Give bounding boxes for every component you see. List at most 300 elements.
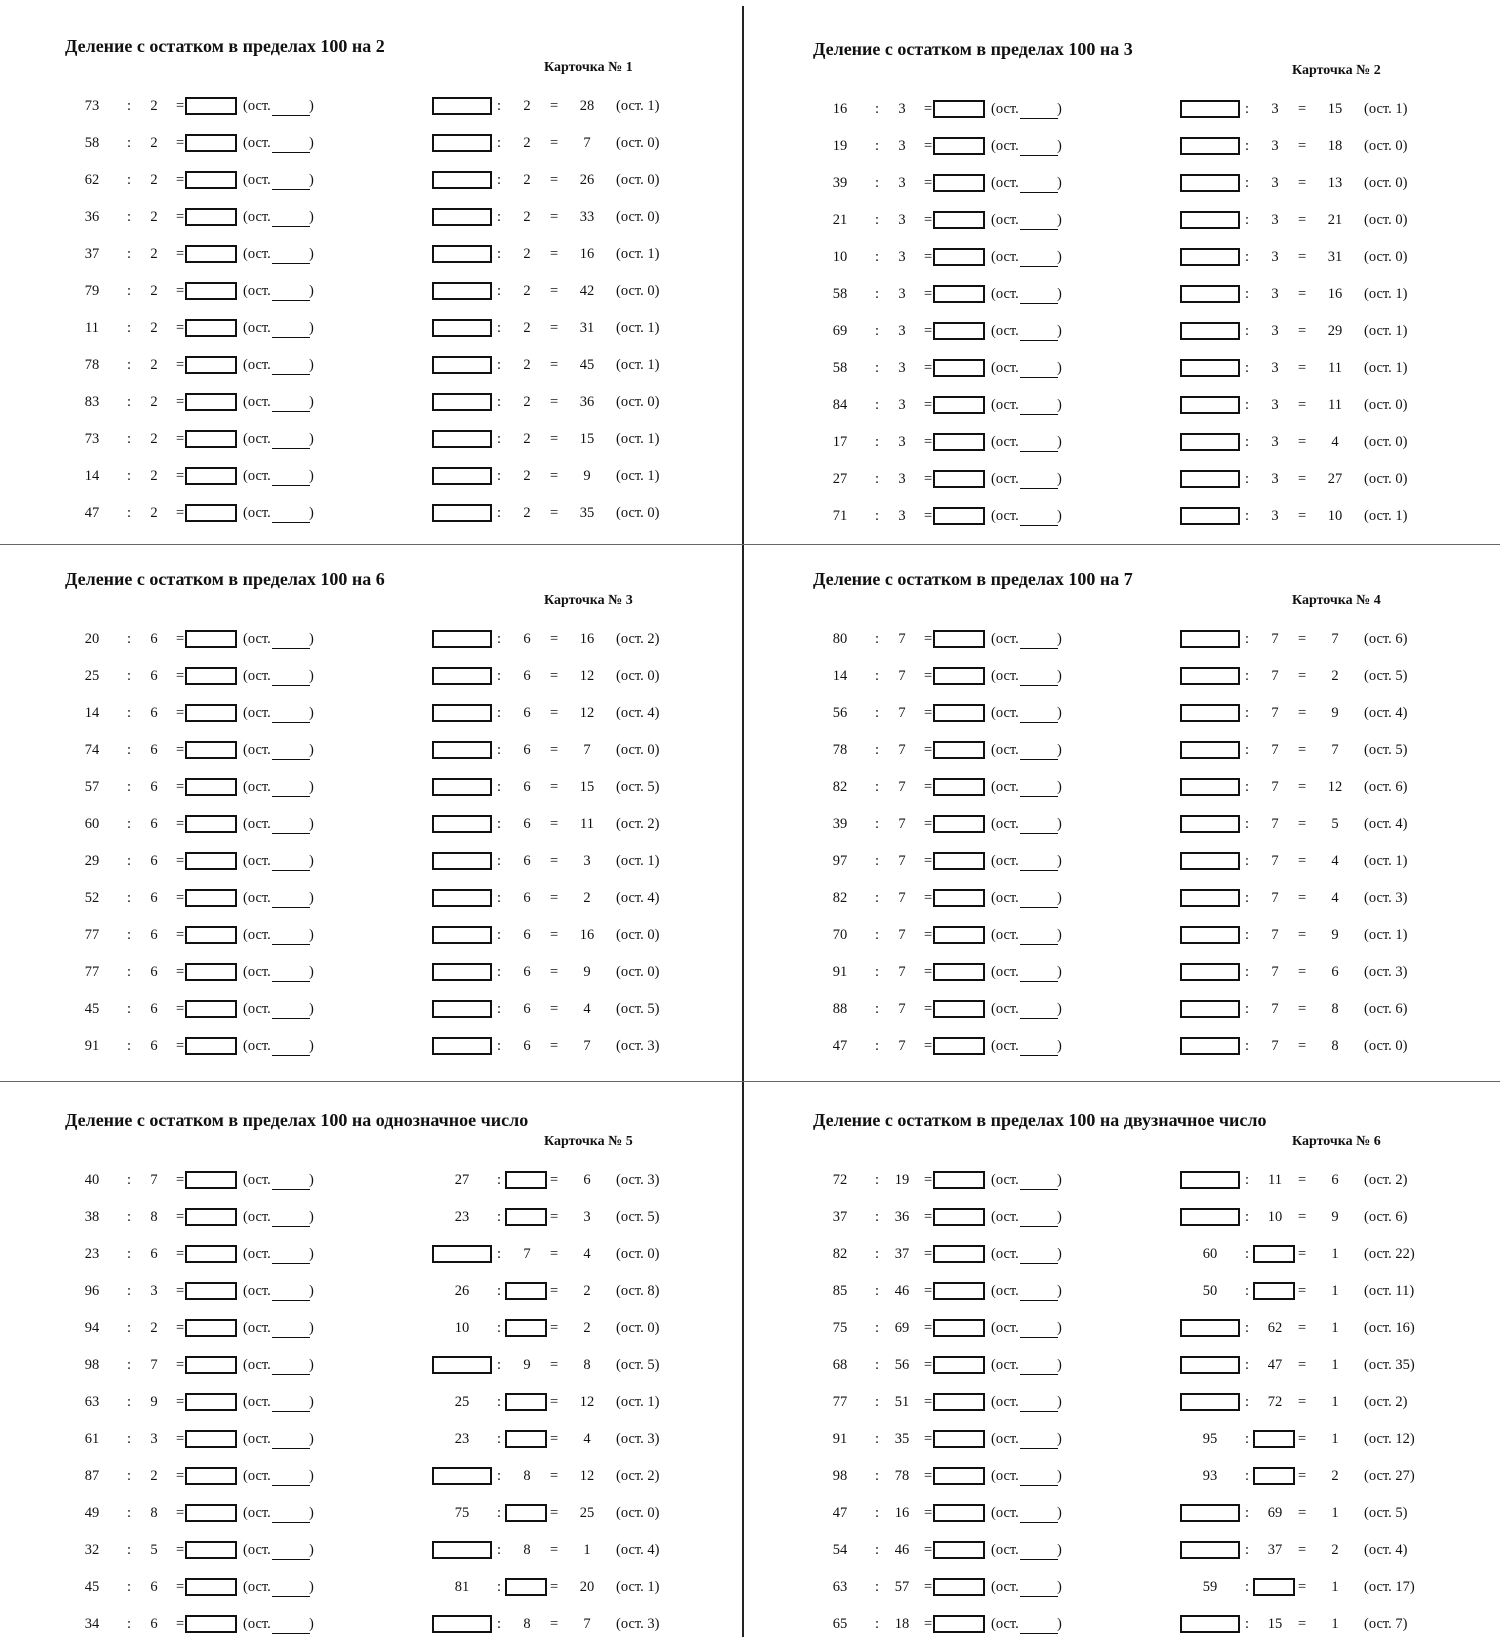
quotient-answer-box[interactable] [185, 1504, 237, 1522]
dividend-answer-box[interactable] [432, 778, 492, 796]
equals-sign: = [1298, 175, 1307, 191]
remainder-blank: (ост. [243, 431, 271, 447]
dividend-answer-box[interactable] [1180, 359, 1240, 377]
remainder-answer-field[interactable] [1020, 1542, 1058, 1560]
remainder-answer-field[interactable] [1020, 1505, 1058, 1523]
dividend-answer-box[interactable] [432, 704, 492, 722]
dividend-answer-box[interactable] [432, 1037, 492, 1055]
divisor-answer-box[interactable] [505, 1578, 547, 1596]
equals-sign: = [176, 1542, 185, 1558]
dividend-answer-box[interactable] [1180, 1541, 1240, 1559]
dividend-answer-box[interactable] [432, 282, 492, 300]
divisor-answer-box[interactable] [1253, 1245, 1295, 1263]
quotient-answer-box[interactable] [933, 667, 985, 685]
dividend-answer-box[interactable] [432, 356, 492, 374]
quotient: 8 [583, 1357, 591, 1373]
divisor: 3 [898, 360, 906, 376]
remainder-answer-field[interactable] [272, 927, 310, 945]
remainder-answer-field[interactable] [1020, 1357, 1058, 1375]
remainder-blank: (ост. [991, 779, 1019, 795]
quotient-answer-box[interactable] [933, 1245, 985, 1263]
remainder-answer-field[interactable] [272, 98, 310, 116]
exercise-row [748, 1501, 1490, 1525]
divisor: 3 [1271, 175, 1279, 191]
dividend-answer-box[interactable] [432, 630, 492, 648]
quotient-answer-box[interactable] [933, 815, 985, 833]
remainder-answer-field[interactable] [1020, 1320, 1058, 1338]
quotient-answer-box[interactable] [933, 507, 985, 525]
quotient-answer-box[interactable] [933, 174, 985, 192]
quotient-answer-box[interactable] [933, 1208, 985, 1226]
divisor: 7 [1271, 890, 1279, 906]
remainder: (ост. 0) [616, 505, 660, 521]
remainder-answer-field[interactable] [272, 357, 310, 375]
dividend-answer-box[interactable] [1180, 174, 1240, 192]
remainder-answer-field[interactable] [272, 172, 310, 190]
quotient-answer-box[interactable] [933, 1282, 985, 1300]
dividend-answer-box[interactable] [432, 430, 492, 448]
quotient-answer-box[interactable] [933, 1037, 985, 1055]
dividend-answer-box[interactable] [1180, 667, 1240, 685]
remainder-answer-field[interactable] [272, 1038, 310, 1056]
equals-sign: = [1298, 1283, 1307, 1299]
divisor: 9 [150, 1394, 158, 1410]
dividend: 77 [84, 927, 100, 943]
remainder-answer-field[interactable] [272, 320, 310, 338]
remainder-answer-field[interactable] [272, 1394, 310, 1412]
quotient-answer-box[interactable] [185, 319, 237, 337]
quotient-answer-box[interactable] [185, 393, 237, 411]
quotient-answer-box[interactable] [933, 248, 985, 266]
colon-sign: : [875, 434, 880, 450]
remainder-answer-field[interactable] [1020, 101, 1058, 119]
remainder: (ост. 1) [616, 1579, 660, 1595]
quotient-answer-box[interactable] [933, 1504, 985, 1522]
divisor: 3 [898, 323, 906, 339]
quotient-answer-box[interactable] [185, 926, 237, 944]
remainder-answer-field[interactable] [1020, 816, 1058, 834]
colon-sign: : [497, 631, 502, 647]
divisor-answer-box[interactable] [505, 1504, 547, 1522]
divisor-answer-box[interactable] [505, 1282, 547, 1300]
dividend-answer-box[interactable] [432, 1000, 492, 1018]
quotient-answer-box[interactable] [185, 1208, 237, 1226]
quotient-answer-box[interactable] [933, 741, 985, 759]
equals-sign: = [176, 705, 185, 721]
quotient-answer-box[interactable] [185, 1430, 237, 1448]
quotient-answer-box[interactable] [185, 134, 237, 152]
dividend: 17 [832, 434, 848, 450]
equals-sign: = [924, 890, 933, 906]
quotient-answer-box[interactable] [933, 322, 985, 340]
dividend-answer-box[interactable] [1180, 1319, 1240, 1337]
dividend-answer-box[interactable] [1180, 285, 1240, 303]
quotient-answer-box[interactable] [933, 470, 985, 488]
quotient-answer-box[interactable] [185, 97, 237, 115]
quotient-answer-box[interactable] [185, 852, 237, 870]
quotient-answer-box[interactable] [185, 667, 237, 685]
remainder-answer-field[interactable] [272, 631, 310, 649]
quotient-answer-box[interactable] [933, 1171, 985, 1189]
dividend-answer-box[interactable] [432, 926, 492, 944]
quotient-answer-box[interactable] [185, 1393, 237, 1411]
dividend-answer-box[interactable] [432, 134, 492, 152]
colon-sign: : [127, 283, 132, 299]
remainder-answer-field[interactable] [272, 1357, 310, 1375]
quotient-answer-box[interactable] [185, 704, 237, 722]
dividend-answer-box[interactable] [432, 1615, 492, 1633]
colon-sign: : [875, 1542, 880, 1558]
colon-sign: : [1245, 1038, 1250, 1054]
quotient-answer-box[interactable] [933, 778, 985, 796]
quotient-answer-box[interactable] [933, 852, 985, 870]
dividend-answer-box[interactable] [1180, 507, 1240, 525]
remainder-blank: (ост. [243, 1579, 271, 1595]
quotient-answer-box[interactable] [933, 1393, 985, 1411]
divisor-answer-box[interactable] [1253, 1467, 1295, 1485]
divisor: 7 [1271, 1001, 1279, 1017]
quotient-answer-box[interactable] [933, 630, 985, 648]
dividend-answer-box[interactable] [432, 319, 492, 337]
remainder-answer-field[interactable] [1020, 964, 1058, 982]
divisor-answer-box[interactable] [1253, 1282, 1295, 1300]
remainder-blank: (ост. [991, 1468, 1019, 1484]
dividend-answer-box[interactable] [1180, 741, 1240, 759]
quotient-answer-box[interactable] [185, 963, 237, 981]
quotient-answer-box[interactable] [185, 1467, 237, 1485]
dividend-answer-box[interactable] [1180, 1208, 1240, 1226]
dividend-answer-box[interactable] [1180, 470, 1240, 488]
divisor-answer-box[interactable] [505, 1393, 547, 1411]
divisor-answer-box[interactable] [1253, 1430, 1295, 1448]
quotient: 29 [1327, 323, 1343, 339]
closing-paren: ) [309, 1505, 314, 1521]
dividend-answer-box[interactable] [1180, 889, 1240, 907]
dividend-answer-box[interactable] [1180, 815, 1240, 833]
quotient-answer-box[interactable] [933, 1541, 985, 1559]
dividend-answer-box[interactable] [1180, 704, 1240, 722]
remainder-answer-field[interactable] [1020, 890, 1058, 908]
equals-sign: = [176, 1579, 185, 1595]
exercise-row [0, 849, 742, 873]
equals-sign: = [924, 1320, 933, 1336]
remainder-answer-field[interactable] [1020, 212, 1058, 230]
closing-paren: ) [309, 853, 314, 869]
remainder-answer-field[interactable] [272, 1505, 310, 1523]
divisor: 3 [1271, 212, 1279, 228]
quotient-answer-box[interactable] [933, 963, 985, 981]
dividend: 68 [832, 1357, 848, 1373]
divisor-answer-box[interactable] [505, 1430, 547, 1448]
quotient-answer-box[interactable] [185, 778, 237, 796]
remainder-answer-field[interactable] [272, 1542, 310, 1560]
dividend-answer-box[interactable] [1180, 630, 1240, 648]
remainder-answer-field[interactable] [1020, 1431, 1058, 1449]
remainder-answer-field[interactable] [1020, 742, 1058, 760]
dividend-answer-box[interactable] [432, 741, 492, 759]
equals-sign: = [550, 705, 559, 721]
dividend-answer-box[interactable] [432, 963, 492, 981]
dividend-answer-box[interactable] [432, 393, 492, 411]
quotient-answer-box[interactable] [185, 282, 237, 300]
remainder-answer-field[interactable] [1020, 705, 1058, 723]
quotient-answer-box[interactable] [185, 208, 237, 226]
equals-sign: = [924, 1357, 933, 1373]
quotient-answer-box[interactable] [185, 504, 237, 522]
quotient-answer-box[interactable] [185, 1578, 237, 1596]
remainder-answer-field[interactable] [1020, 508, 1058, 526]
colon-sign: : [875, 1394, 880, 1410]
remainder-answer-field[interactable] [272, 742, 310, 760]
colon-sign: : [127, 705, 132, 721]
divisor-answer-box[interactable] [505, 1171, 547, 1189]
dividend: 10 [454, 1320, 470, 1336]
remainder-answer-field[interactable] [1020, 631, 1058, 649]
dividend-answer-box[interactable] [432, 1356, 492, 1374]
dividend-answer-box[interactable] [1180, 1393, 1240, 1411]
dividend-answer-box[interactable] [1180, 396, 1240, 414]
quotient-answer-box[interactable] [185, 1319, 237, 1337]
remainder-answer-field[interactable] [1020, 434, 1058, 452]
dividend-answer-box[interactable] [432, 208, 492, 226]
quotient-answer-box[interactable] [933, 137, 985, 155]
colon-sign: : [127, 1579, 132, 1595]
closing-paren: ) [309, 1542, 314, 1558]
equals-sign: = [176, 1394, 185, 1410]
quotient-answer-box[interactable] [933, 1356, 985, 1374]
dividend: 37 [84, 246, 100, 262]
equals-sign: = [176, 1209, 185, 1225]
quotient-answer-box[interactable] [185, 1245, 237, 1263]
equals-sign: = [1298, 779, 1307, 795]
divisor-answer-box[interactable] [1253, 1578, 1295, 1596]
quotient-answer-box[interactable] [185, 889, 237, 907]
remainder-answer-field[interactable] [272, 505, 310, 523]
remainder: (ост. 11) [1364, 1283, 1415, 1299]
remainder-blank: (ост. [991, 1542, 1019, 1558]
quotient-answer-box[interactable] [185, 1171, 237, 1189]
remainder-answer-field[interactable] [1020, 397, 1058, 415]
quotient-answer-box[interactable] [933, 359, 985, 377]
exercise-row [0, 94, 742, 118]
dividend: 45 [84, 1579, 100, 1595]
remainder-answer-field[interactable] [1020, 175, 1058, 193]
remainder-answer-field[interactable] [1020, 1579, 1058, 1597]
dividend-answer-box[interactable] [1180, 433, 1240, 451]
remainder-answer-field[interactable] [1020, 1038, 1058, 1056]
quotient-answer-box[interactable] [933, 1000, 985, 1018]
dividend-answer-box[interactable] [1180, 1504, 1240, 1522]
quotient-answer-box[interactable] [185, 1000, 237, 1018]
remainder-answer-field[interactable] [272, 468, 310, 486]
remainder-answer-field[interactable] [1020, 138, 1058, 156]
dividend-answer-box[interactable] [1180, 137, 1240, 155]
quotient-answer-box[interactable] [933, 889, 985, 907]
quotient-answer-box[interactable] [185, 1541, 237, 1559]
colon-sign: : [127, 320, 132, 336]
remainder-answer-field[interactable] [1020, 1001, 1058, 1019]
remainder-answer-field[interactable] [272, 283, 310, 301]
equals-sign: = [550, 890, 559, 906]
dividend-answer-box[interactable] [1180, 211, 1240, 229]
dividend-answer-box[interactable] [432, 889, 492, 907]
remainder-answer-field[interactable] [272, 431, 310, 449]
quotient-answer-box[interactable] [185, 1282, 237, 1300]
quotient-answer-box[interactable] [185, 467, 237, 485]
colon-sign: : [875, 286, 880, 302]
remainder-answer-field[interactable] [272, 964, 310, 982]
dividend-answer-box[interactable] [1180, 248, 1240, 266]
quotient-answer-box[interactable] [185, 1615, 237, 1633]
remainder-answer-field[interactable] [1020, 1209, 1058, 1227]
remainder-blank: (ост. [243, 705, 271, 721]
remainder-answer-field[interactable] [272, 853, 310, 871]
remainder-answer-field[interactable] [1020, 927, 1058, 945]
quotient-answer-box[interactable] [933, 1430, 985, 1448]
remainder-blank: (ост. [243, 668, 271, 684]
quotient-answer-box[interactable] [933, 1615, 985, 1633]
remainder-answer-field[interactable] [272, 394, 310, 412]
quotient-answer-box[interactable] [185, 1356, 237, 1374]
dividend: 14 [84, 705, 100, 721]
quotient: 7 [1331, 631, 1339, 647]
remainder-answer-field[interactable] [272, 246, 310, 264]
exercise-row [0, 738, 742, 762]
remainder-answer-field[interactable] [272, 1172, 310, 1190]
remainder-answer-field[interactable] [1020, 471, 1058, 489]
quotient-answer-box[interactable] [933, 100, 985, 118]
remainder-answer-field[interactable] [1020, 1616, 1058, 1634]
quotient-answer-box[interactable] [185, 245, 237, 263]
remainder-answer-field[interactable] [1020, 779, 1058, 797]
remainder-answer-field[interactable] [272, 209, 310, 227]
dividend-answer-box[interactable] [1180, 852, 1240, 870]
dividend-answer-box[interactable] [1180, 322, 1240, 340]
remainder-answer-field[interactable] [272, 1431, 310, 1449]
quotient: 2 [583, 1320, 591, 1336]
dividend-answer-box[interactable] [1180, 1000, 1240, 1018]
remainder-answer-field[interactable] [272, 890, 310, 908]
remainder-answer-field[interactable] [272, 135, 310, 153]
remainder-answer-field[interactable] [272, 1001, 310, 1019]
dividend-answer-box[interactable] [1180, 1037, 1240, 1055]
dividend-answer-box[interactable] [1180, 1171, 1240, 1189]
quotient-answer-box[interactable] [933, 433, 985, 451]
closing-paren: ) [309, 98, 314, 114]
divisor-answer-box[interactable] [505, 1208, 547, 1226]
remainder-answer-field[interactable] [1020, 249, 1058, 267]
remainder-answer-field[interactable] [1020, 853, 1058, 871]
quotient-answer-box[interactable] [185, 815, 237, 833]
remainder-answer-field[interactable] [272, 1616, 310, 1634]
remainder-answer-field[interactable] [272, 668, 310, 686]
remainder-answer-field[interactable] [1020, 1246, 1058, 1264]
remainder-answer-field[interactable] [272, 1320, 310, 1338]
dividend-answer-box[interactable] [1180, 963, 1240, 981]
remainder-answer-field[interactable] [272, 1283, 310, 1301]
divisor: 3 [898, 249, 906, 265]
quotient-answer-box[interactable] [185, 430, 237, 448]
quotient-answer-box[interactable] [185, 171, 237, 189]
remainder-answer-field[interactable] [1020, 1172, 1058, 1190]
remainder: (ост. 3) [616, 1172, 660, 1188]
dividend-answer-box[interactable] [432, 245, 492, 263]
remainder-answer-field[interactable] [1020, 668, 1058, 686]
remainder-answer-field[interactable] [272, 1468, 310, 1486]
quotient: 4 [1331, 890, 1339, 906]
equals-sign: = [550, 742, 559, 758]
remainder-answer-field[interactable] [272, 1246, 310, 1264]
dividend-answer-box[interactable] [432, 1541, 492, 1559]
divisor-answer-box[interactable] [505, 1319, 547, 1337]
dividend-answer-box[interactable] [432, 667, 492, 685]
remainder-answer-field[interactable] [1020, 360, 1058, 378]
dividend-answer-box[interactable] [432, 504, 492, 522]
remainder-blank: (ост. [243, 1320, 271, 1336]
remainder-answer-field[interactable] [272, 816, 310, 834]
remainder-answer-field[interactable] [272, 1579, 310, 1597]
divisor: 6 [523, 1001, 531, 1017]
equals-sign: = [550, 964, 559, 980]
remainder-answer-field[interactable] [272, 779, 310, 797]
colon-sign: : [875, 249, 880, 265]
quotient-answer-box[interactable] [933, 396, 985, 414]
dividend-answer-box[interactable] [432, 467, 492, 485]
remainder-answer-field[interactable] [1020, 1283, 1058, 1301]
dividend-answer-box[interactable] [432, 852, 492, 870]
dividend-answer-box[interactable] [432, 171, 492, 189]
divisor: 16 [894, 1505, 910, 1521]
quotient-answer-box[interactable] [933, 926, 985, 944]
closing-paren: ) [1057, 1320, 1062, 1336]
quotient-answer-box[interactable] [933, 285, 985, 303]
remainder-answer-field[interactable] [1020, 1468, 1058, 1486]
quotient-answer-box[interactable] [185, 356, 237, 374]
remainder-answer-field[interactable] [272, 1209, 310, 1227]
quotient-answer-box[interactable] [933, 1319, 985, 1337]
dividend-answer-box[interactable] [432, 1245, 492, 1263]
quotient-answer-box[interactable] [185, 1037, 237, 1055]
quotient-answer-box[interactable] [185, 630, 237, 648]
dividend-answer-box[interactable] [1180, 926, 1240, 944]
dividend-answer-box[interactable] [1180, 1356, 1240, 1374]
remainder-answer-field[interactable] [1020, 286, 1058, 304]
remainder-answer-field[interactable] [272, 705, 310, 723]
dividend-answer-box[interactable] [432, 97, 492, 115]
equals-sign: = [550, 816, 559, 832]
closing-paren: ) [1057, 101, 1062, 117]
equals-sign: = [924, 1172, 933, 1188]
quotient-answer-box[interactable] [933, 1467, 985, 1485]
remainder-answer-field[interactable] [1020, 1394, 1058, 1412]
quotient-answer-box[interactable] [933, 211, 985, 229]
remainder-answer-field[interactable] [1020, 323, 1058, 341]
dividend: 98 [84, 1357, 100, 1373]
dividend-answer-box[interactable] [1180, 1615, 1240, 1633]
dividend-answer-box[interactable] [1180, 100, 1240, 118]
remainder: (ост. 2) [616, 1468, 660, 1484]
quotient-answer-box[interactable] [185, 741, 237, 759]
quotient-answer-box[interactable] [933, 704, 985, 722]
equals-sign: = [550, 779, 559, 795]
dividend-answer-box[interactable] [432, 1467, 492, 1485]
quotient-answer-box[interactable] [933, 1578, 985, 1596]
quotient: 12 [579, 705, 595, 721]
dividend-answer-box[interactable] [1180, 778, 1240, 796]
equals-sign: = [176, 283, 185, 299]
dividend-answer-box[interactable] [432, 815, 492, 833]
dividend: 91 [832, 1431, 848, 1447]
